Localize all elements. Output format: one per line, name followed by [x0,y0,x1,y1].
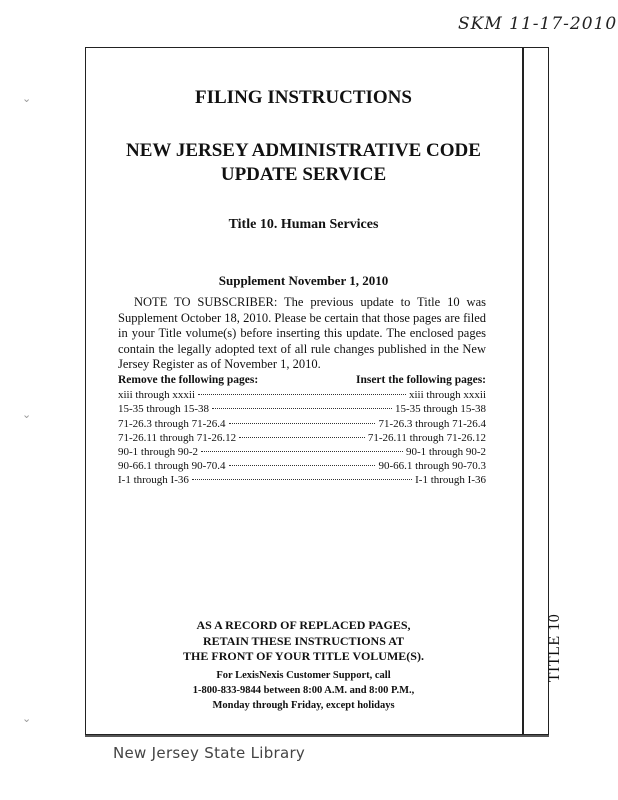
remove-pages: 90-1 through 90-2 [118,446,199,459]
title-tab-label: TITLE 10 [546,613,563,683]
handwritten-note: SKM 11-17-2010 [458,14,618,34]
remove-header: Remove the following pages: [118,374,259,386]
remove-pages: I-1 through I-36 [118,474,189,487]
remove-pages: 71-26.11 through 71-26.12 [118,431,237,444]
remove-pages: 90-66.1 through 90-70.4 [118,460,226,473]
filing-instructions-heading: FILING INSTRUCTIONS [195,87,412,108]
scan-mark: ⌄ [22,408,32,421]
library-stamp: New Jersey State Library [113,744,306,762]
remove-pages: 15-35 through 15-38 [118,403,210,416]
customer-support [85,668,522,713]
pages-table [118,373,486,488]
scan-mark: ⌄ [22,92,32,105]
tab-divider [522,47,524,735]
table-row [118,388,486,402]
title-tab [540,610,570,686]
insert-pages: 71-26.11 through 71-26.12 [367,431,486,444]
support-line2: 1-800-833-9844 between 8:00 A.M. and 8:00 P.M., [192,685,415,696]
insert-pages: I-1 through I-36 [415,474,486,487]
code-heading-line1: NEW JERSEY ADMINISTRATIVE CODE [126,140,481,161]
table-row [118,473,486,487]
table-row [118,431,486,445]
code-heading-line2: UPDATE SERVICE [220,164,387,185]
insert-pages: 90-1 through 90-2 [405,446,486,459]
record-line2: RETAIN THESE INSTRUCTIONS AT [202,633,405,648]
code-heading [85,139,522,187]
insert-pages: 15-35 through 15-38 [394,403,486,416]
support-line1: For LexisNexis Customer Support, call [216,670,391,681]
pages-table-header [118,373,486,387]
title-heading: Title 10. Human Services [228,217,379,232]
insert-pages: 71-26.3 through 71-26.4 [378,417,486,430]
insert-header: Insert the following pages: [355,374,486,386]
table-row [118,417,486,431]
insert-pages: xiii through xxxii [409,389,486,402]
remove-pages: 71-26.3 through 71-26.4 [118,417,226,430]
bottom-rule [85,735,549,737]
record-notice [85,618,522,665]
table-row [118,445,486,459]
table-row [118,459,486,473]
insert-pages: 90-66.1 through 90-70.3 [378,460,486,473]
supplement-heading: Supplement November 1, 2010 [218,273,389,288]
record-line1: AS A RECORD OF REPLACED PAGES, [196,618,411,632]
subscriber-note [118,295,486,373]
record-line3: THE FRONT OF YOUR TITLE VOLUME(S). [183,649,424,663]
remove-pages: xiii through xxxii [118,389,195,402]
subscriber-note-text: NOTE TO SUBSCRIBER: The previous update to Title 10 was Supplement October 18, 2010. Please be certain that those pages are filed in your Title volume(s) before inserting this update. The enclosed pages contain the legally adopted text of all rule changes published in the New Jersey Register as of November 1, 2010. [118,295,486,371]
support-line3: Monday through Friday, except holidays [212,700,395,711]
scan-mark: ⌄ [22,712,32,725]
table-row [118,402,486,416]
